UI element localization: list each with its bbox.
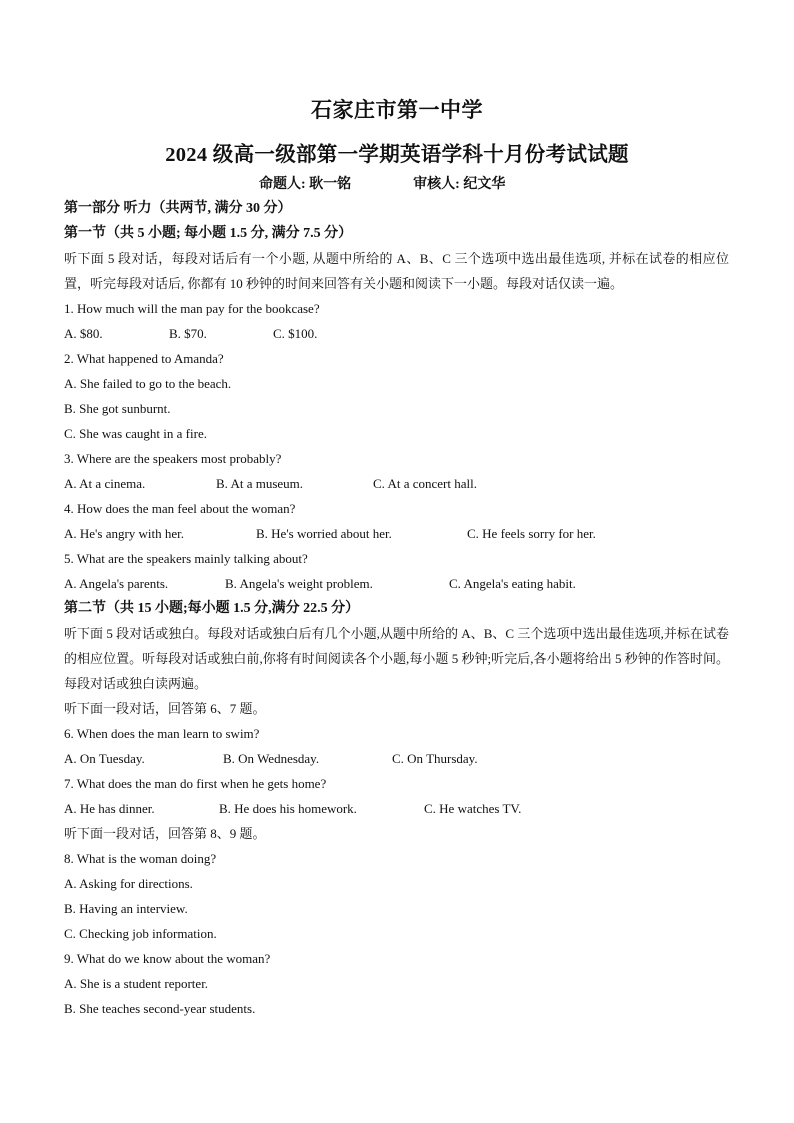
- question-8-stem: 8. What is the woman doing?: [64, 851, 217, 866]
- option-b: B. He does his homework.: [219, 801, 357, 816]
- question-3-stem: 3. Where are the speakers most probably?: [64, 451, 282, 466]
- question-1-stem: 1. How much will the man pay for the bookcase?: [64, 301, 320, 316]
- section1-heading: 第一节（共 5 小题; 每小题 1.5 分, 满分 7.5 分）: [64, 226, 353, 241]
- option-b: B. $70.: [169, 326, 207, 341]
- option-c: C. At a concert hall.: [373, 476, 477, 491]
- school-title: 石家庄市第一中学: [311, 98, 483, 122]
- option-b: B. On Wednesday.: [223, 751, 320, 766]
- option-c: C. $100.: [273, 326, 318, 341]
- question-5-options: [64, 571, 729, 596]
- question-9-stem: 9. What do we know about the woman?: [64, 951, 271, 966]
- option-b: B. Having an interview.: [64, 901, 188, 916]
- option-b: B. She teaches second-year students.: [64, 1001, 256, 1016]
- option-b: B. He's worried about her.: [256, 526, 392, 541]
- option-c: C. Checking job information.: [64, 926, 217, 941]
- option-a: A. At a cinema.: [64, 476, 146, 491]
- author-line: [259, 173, 505, 193]
- question-2-stem: 2. What happened to Amanda?: [64, 351, 224, 366]
- option-a: A. $80.: [64, 326, 103, 341]
- option-a: A. Angela's parents.: [64, 576, 169, 591]
- exam-content: [64, 196, 729, 1021]
- group-instruction: 听下面一段对话，回答第 8、9 题。: [64, 826, 266, 841]
- question-3-options: [64, 471, 729, 496]
- question-5-stem: 5. What are the speakers mainly talking about?: [64, 551, 308, 566]
- option-b: B. She got sunburnt.: [64, 401, 171, 416]
- option-c: C. He feels sorry for her.: [467, 526, 596, 541]
- question-6-stem: 6. When does the man learn to swim?: [64, 726, 260, 741]
- option-a: A. He's angry with her.: [64, 526, 185, 541]
- reviewer-name: 纪文华: [463, 177, 506, 192]
- question-6-options: [64, 746, 729, 771]
- option-b: B. Angela's weight problem.: [225, 576, 373, 591]
- option-b: B. At a museum.: [216, 476, 304, 491]
- exam-title: 2024 级高一级部第一学期英语学科十月份考试试题: [165, 144, 629, 166]
- option-c: C. She was caught in a fire.: [64, 426, 207, 441]
- question-7-options: [64, 796, 729, 821]
- author-name: 耿一铭: [309, 177, 352, 192]
- reviewer-label: 审核人:: [413, 177, 460, 192]
- section2-heading: 第二节（共 15 小题;每小题 1.5 分,满分 22.5 分）: [64, 601, 360, 616]
- part-heading: 第一部分 听力（共两节, 满分 30 分）: [64, 201, 292, 216]
- option-c: C. On Thursday.: [392, 751, 478, 766]
- option-a: A. She failed to go to the beach.: [64, 376, 232, 391]
- question-7-stem: 7. What does the man do first when he gets home?: [64, 776, 327, 791]
- group-instruction: 听下面一段对话，回答第 6、7 题。: [64, 701, 266, 716]
- option-a: A. On Tuesday.: [64, 751, 145, 766]
- section1-instructions: 听下面 5 段对话，每段对话后有一个小题, 从题中所给的 A、B、C 三个选项中选出最佳选项, 并标在试卷的相应位置，听完每段对话后, 你都有 10 秒钟的时间来回答有关小题和阅读下一小题。每段对话仅读一遍。: [64, 251, 729, 291]
- question-4-options: [64, 521, 729, 546]
- question-4-stem: 4. How does the man feel about the woman?: [64, 501, 296, 516]
- section2-instructions: 听下面 5 段对话或独白。每段对话或独白后有几个小题,从题中所给的 A、B、C 三个选项中选出最佳选项,并标在试卷的相应位置。听每段对话或独白前,你将有时间阅读各个小题,每小题 5 秒钟;听完后,各小题将给出 5 秒钟的作答时间。每段对话或独白读两遍。: [64, 626, 729, 691]
- question-1-options: [64, 321, 729, 346]
- option-a: A. He has dinner.: [64, 801, 155, 816]
- option-a: A. She is a student reporter.: [64, 976, 209, 991]
- option-c: C. Angela's eating habit.: [449, 576, 576, 591]
- option-a: A. Asking for directions.: [64, 876, 193, 891]
- author-label: 命题人:: [259, 177, 306, 192]
- option-c: C. He watches TV.: [424, 801, 522, 816]
